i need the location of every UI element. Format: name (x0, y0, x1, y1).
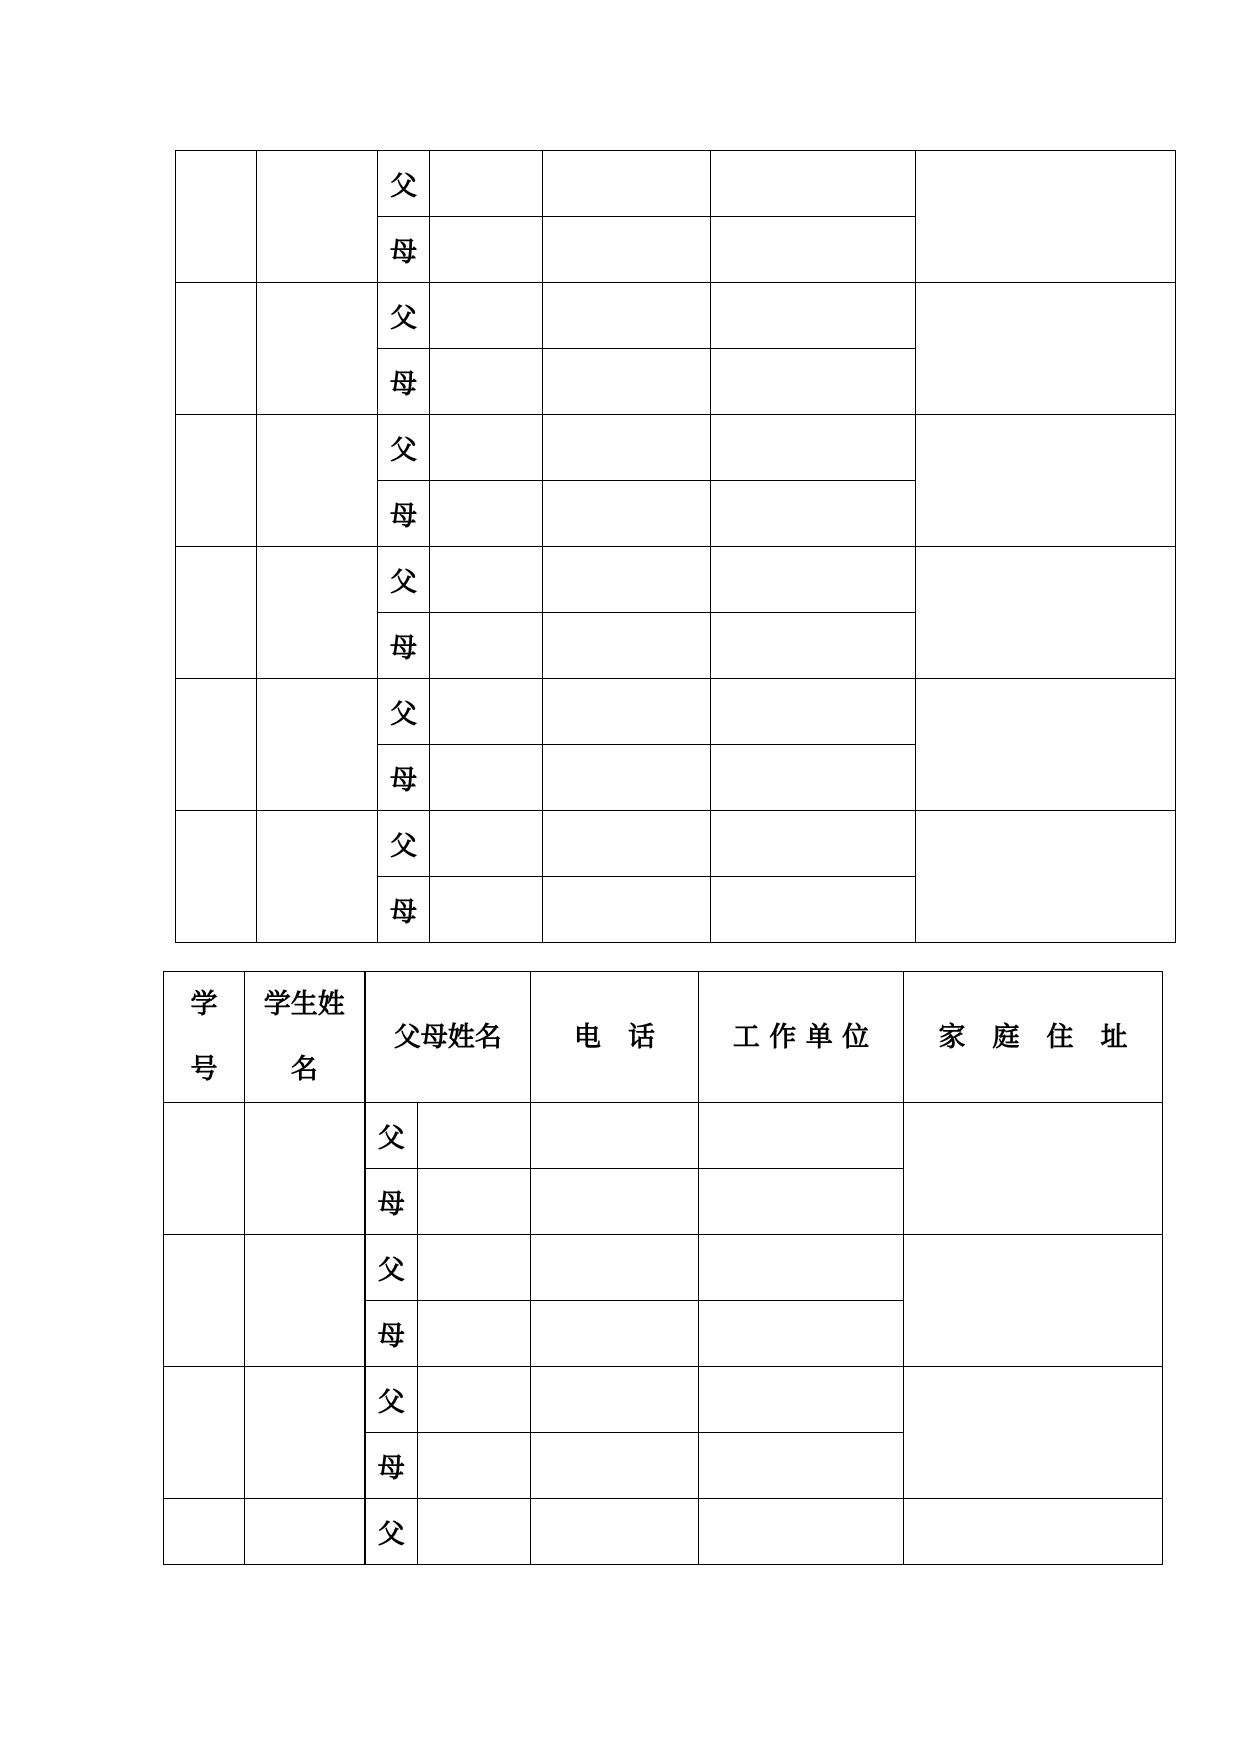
student-name-cell[interactable] (257, 547, 378, 679)
mother-label: 母 (378, 481, 430, 547)
father-phone-cell[interactable] (531, 1235, 699, 1301)
table-row (176, 811, 1176, 877)
table-row (176, 547, 1176, 613)
mother-label: 母 (365, 1169, 418, 1235)
father-work-unit-cell[interactable] (699, 1367, 904, 1433)
roster-table-continued (175, 150, 1176, 943)
header-student-name (245, 972, 365, 1103)
student-id-cell[interactable] (164, 1103, 245, 1235)
father-phone-cell[interactable] (543, 415, 711, 481)
father-phone-cell[interactable] (531, 1103, 699, 1169)
header-student-id-line2: 号 (190, 1054, 218, 1085)
father-work-unit-cell[interactable] (699, 1499, 904, 1565)
father-work-unit-cell[interactable] (699, 1103, 904, 1169)
table-row (164, 1103, 1163, 1169)
father-label: 父 (365, 1367, 418, 1433)
header-student-name-line1: 学生姓 (263, 989, 345, 1020)
father-name-cell[interactable] (418, 1367, 531, 1433)
mother-name-cell[interactable] (418, 1301, 531, 1367)
home-address-cell[interactable] (904, 1235, 1163, 1367)
student-id-cell[interactable] (164, 1367, 245, 1499)
home-address-cell[interactable] (916, 679, 1176, 811)
father-label: 父 (378, 415, 430, 481)
header-student-id-line1: 学 (190, 989, 218, 1020)
student-id-cell[interactable] (176, 151, 257, 283)
mother-work-unit-cell[interactable] (711, 349, 916, 415)
father-label: 父 (365, 1103, 418, 1169)
father-label: 父 (378, 151, 430, 217)
student-name-cell[interactable] (257, 679, 378, 811)
table-row (164, 1499, 1163, 1565)
student-id-cell[interactable] (164, 1499, 245, 1565)
mother-label: 母 (378, 217, 430, 283)
father-name-cell[interactable] (418, 1499, 531, 1565)
mother-phone-cell[interactable] (543, 217, 711, 283)
home-address-cell[interactable] (916, 151, 1176, 283)
mother-work-unit-cell[interactable] (699, 1301, 904, 1367)
mother-label: 母 (378, 349, 430, 415)
mother-work-unit-cell[interactable] (711, 217, 916, 283)
mother-work-unit-cell[interactable] (699, 1169, 904, 1235)
father-name-cell[interactable] (430, 283, 543, 349)
mother-phone-cell[interactable] (543, 877, 711, 943)
header-student-name-line2: 名 (290, 1054, 318, 1085)
student-name-cell[interactable] (257, 415, 378, 547)
student-id-cell[interactable] (176, 679, 257, 811)
home-address-cell[interactable] (904, 1499, 1163, 1565)
mother-phone-cell[interactable] (543, 481, 711, 547)
mother-phone-cell[interactable] (543, 745, 711, 811)
table-row (176, 151, 1176, 217)
student-id-cell[interactable] (176, 547, 257, 679)
mother-name-cell[interactable] (430, 217, 543, 283)
student-id-cell[interactable] (176, 283, 257, 415)
father-phone-cell[interactable] (543, 151, 711, 217)
father-work-unit-cell[interactable] (711, 811, 916, 877)
father-label: 父 (365, 1499, 418, 1565)
mother-name-cell[interactable] (418, 1169, 531, 1235)
father-name-cell[interactable] (418, 1235, 531, 1301)
father-phone-cell[interactable] (543, 679, 711, 745)
father-phone-cell[interactable] (543, 283, 711, 349)
father-work-unit-cell[interactable] (711, 547, 916, 613)
father-label: 父 (378, 811, 430, 877)
father-work-unit-cell[interactable] (699, 1235, 904, 1301)
mother-name-cell[interactable] (430, 877, 543, 943)
roster-table (163, 971, 1163, 1565)
home-address-cell[interactable] (916, 415, 1176, 547)
home-address-cell[interactable] (904, 1103, 1163, 1235)
mother-phone-cell[interactable] (543, 613, 711, 679)
student-id-cell[interactable] (164, 1235, 245, 1367)
student-name-cell[interactable] (245, 1103, 365, 1235)
mother-label: 母 (378, 877, 430, 943)
father-work-unit-cell[interactable] (711, 415, 916, 481)
table-row (176, 283, 1176, 349)
mother-name-cell[interactable] (418, 1433, 531, 1499)
father-name-cell[interactable] (430, 547, 543, 613)
header-work-unit: 工 作 单 位 (699, 972, 904, 1103)
student-id-cell[interactable] (176, 415, 257, 547)
mother-name-cell[interactable] (430, 745, 543, 811)
father-phone-cell[interactable] (531, 1499, 699, 1565)
student-name-cell[interactable] (257, 811, 378, 943)
student-name-cell[interactable] (245, 1235, 365, 1367)
table-row (164, 1235, 1163, 1301)
mother-name-cell[interactable] (430, 349, 543, 415)
mother-work-unit-cell[interactable] (711, 613, 916, 679)
father-label: 父 (378, 679, 430, 745)
father-work-unit-cell[interactable] (711, 151, 916, 217)
father-phone-cell[interactable] (543, 811, 711, 877)
father-name-cell[interactable] (418, 1103, 531, 1169)
mother-work-unit-cell[interactable] (711, 745, 916, 811)
father-phone-cell[interactable] (531, 1367, 699, 1433)
student-name-cell[interactable] (245, 1367, 365, 1499)
father-name-cell[interactable] (430, 679, 543, 745)
mother-work-unit-cell[interactable] (711, 481, 916, 547)
home-address-cell[interactable] (916, 283, 1176, 415)
header-home-address: 家 庭 住 址 (904, 972, 1163, 1103)
mother-work-unit-cell[interactable] (711, 877, 916, 943)
header-student-id (164, 972, 245, 1103)
mother-name-cell[interactable] (430, 481, 543, 547)
father-label: 父 (378, 283, 430, 349)
mother-label: 母 (378, 745, 430, 811)
mother-phone-cell[interactable] (531, 1301, 699, 1367)
father-phone-cell[interactable] (543, 547, 711, 613)
header-phone: 电 话 (531, 972, 699, 1103)
mother-phone-cell[interactable] (543, 349, 711, 415)
student-id-cell[interactable] (176, 811, 257, 943)
father-label: 父 (365, 1235, 418, 1301)
mother-label: 母 (365, 1301, 418, 1367)
father-name-cell[interactable] (430, 811, 543, 877)
father-name-cell[interactable] (430, 415, 543, 481)
home-address-cell[interactable] (916, 811, 1176, 943)
mother-label: 母 (378, 613, 430, 679)
home-address-cell[interactable] (904, 1367, 1163, 1499)
mother-label: 母 (365, 1433, 418, 1499)
father-name-cell[interactable] (430, 151, 543, 217)
student-name-cell[interactable] (257, 151, 378, 283)
mother-work-unit-cell[interactable] (699, 1433, 904, 1499)
table-header-row (164, 972, 1163, 1103)
father-work-unit-cell[interactable] (711, 283, 916, 349)
student-name-cell[interactable] (245, 1499, 365, 1565)
table-row (176, 679, 1176, 745)
table-row (176, 415, 1176, 481)
table-row (164, 1367, 1163, 1433)
student-name-cell[interactable] (257, 283, 378, 415)
mother-name-cell[interactable] (430, 613, 543, 679)
father-work-unit-cell[interactable] (711, 679, 916, 745)
mother-phone-cell[interactable] (531, 1433, 699, 1499)
home-address-cell[interactable] (916, 547, 1176, 679)
header-parent-name: 父母姓名 (365, 972, 531, 1103)
father-label: 父 (378, 547, 430, 613)
mother-phone-cell[interactable] (531, 1169, 699, 1235)
